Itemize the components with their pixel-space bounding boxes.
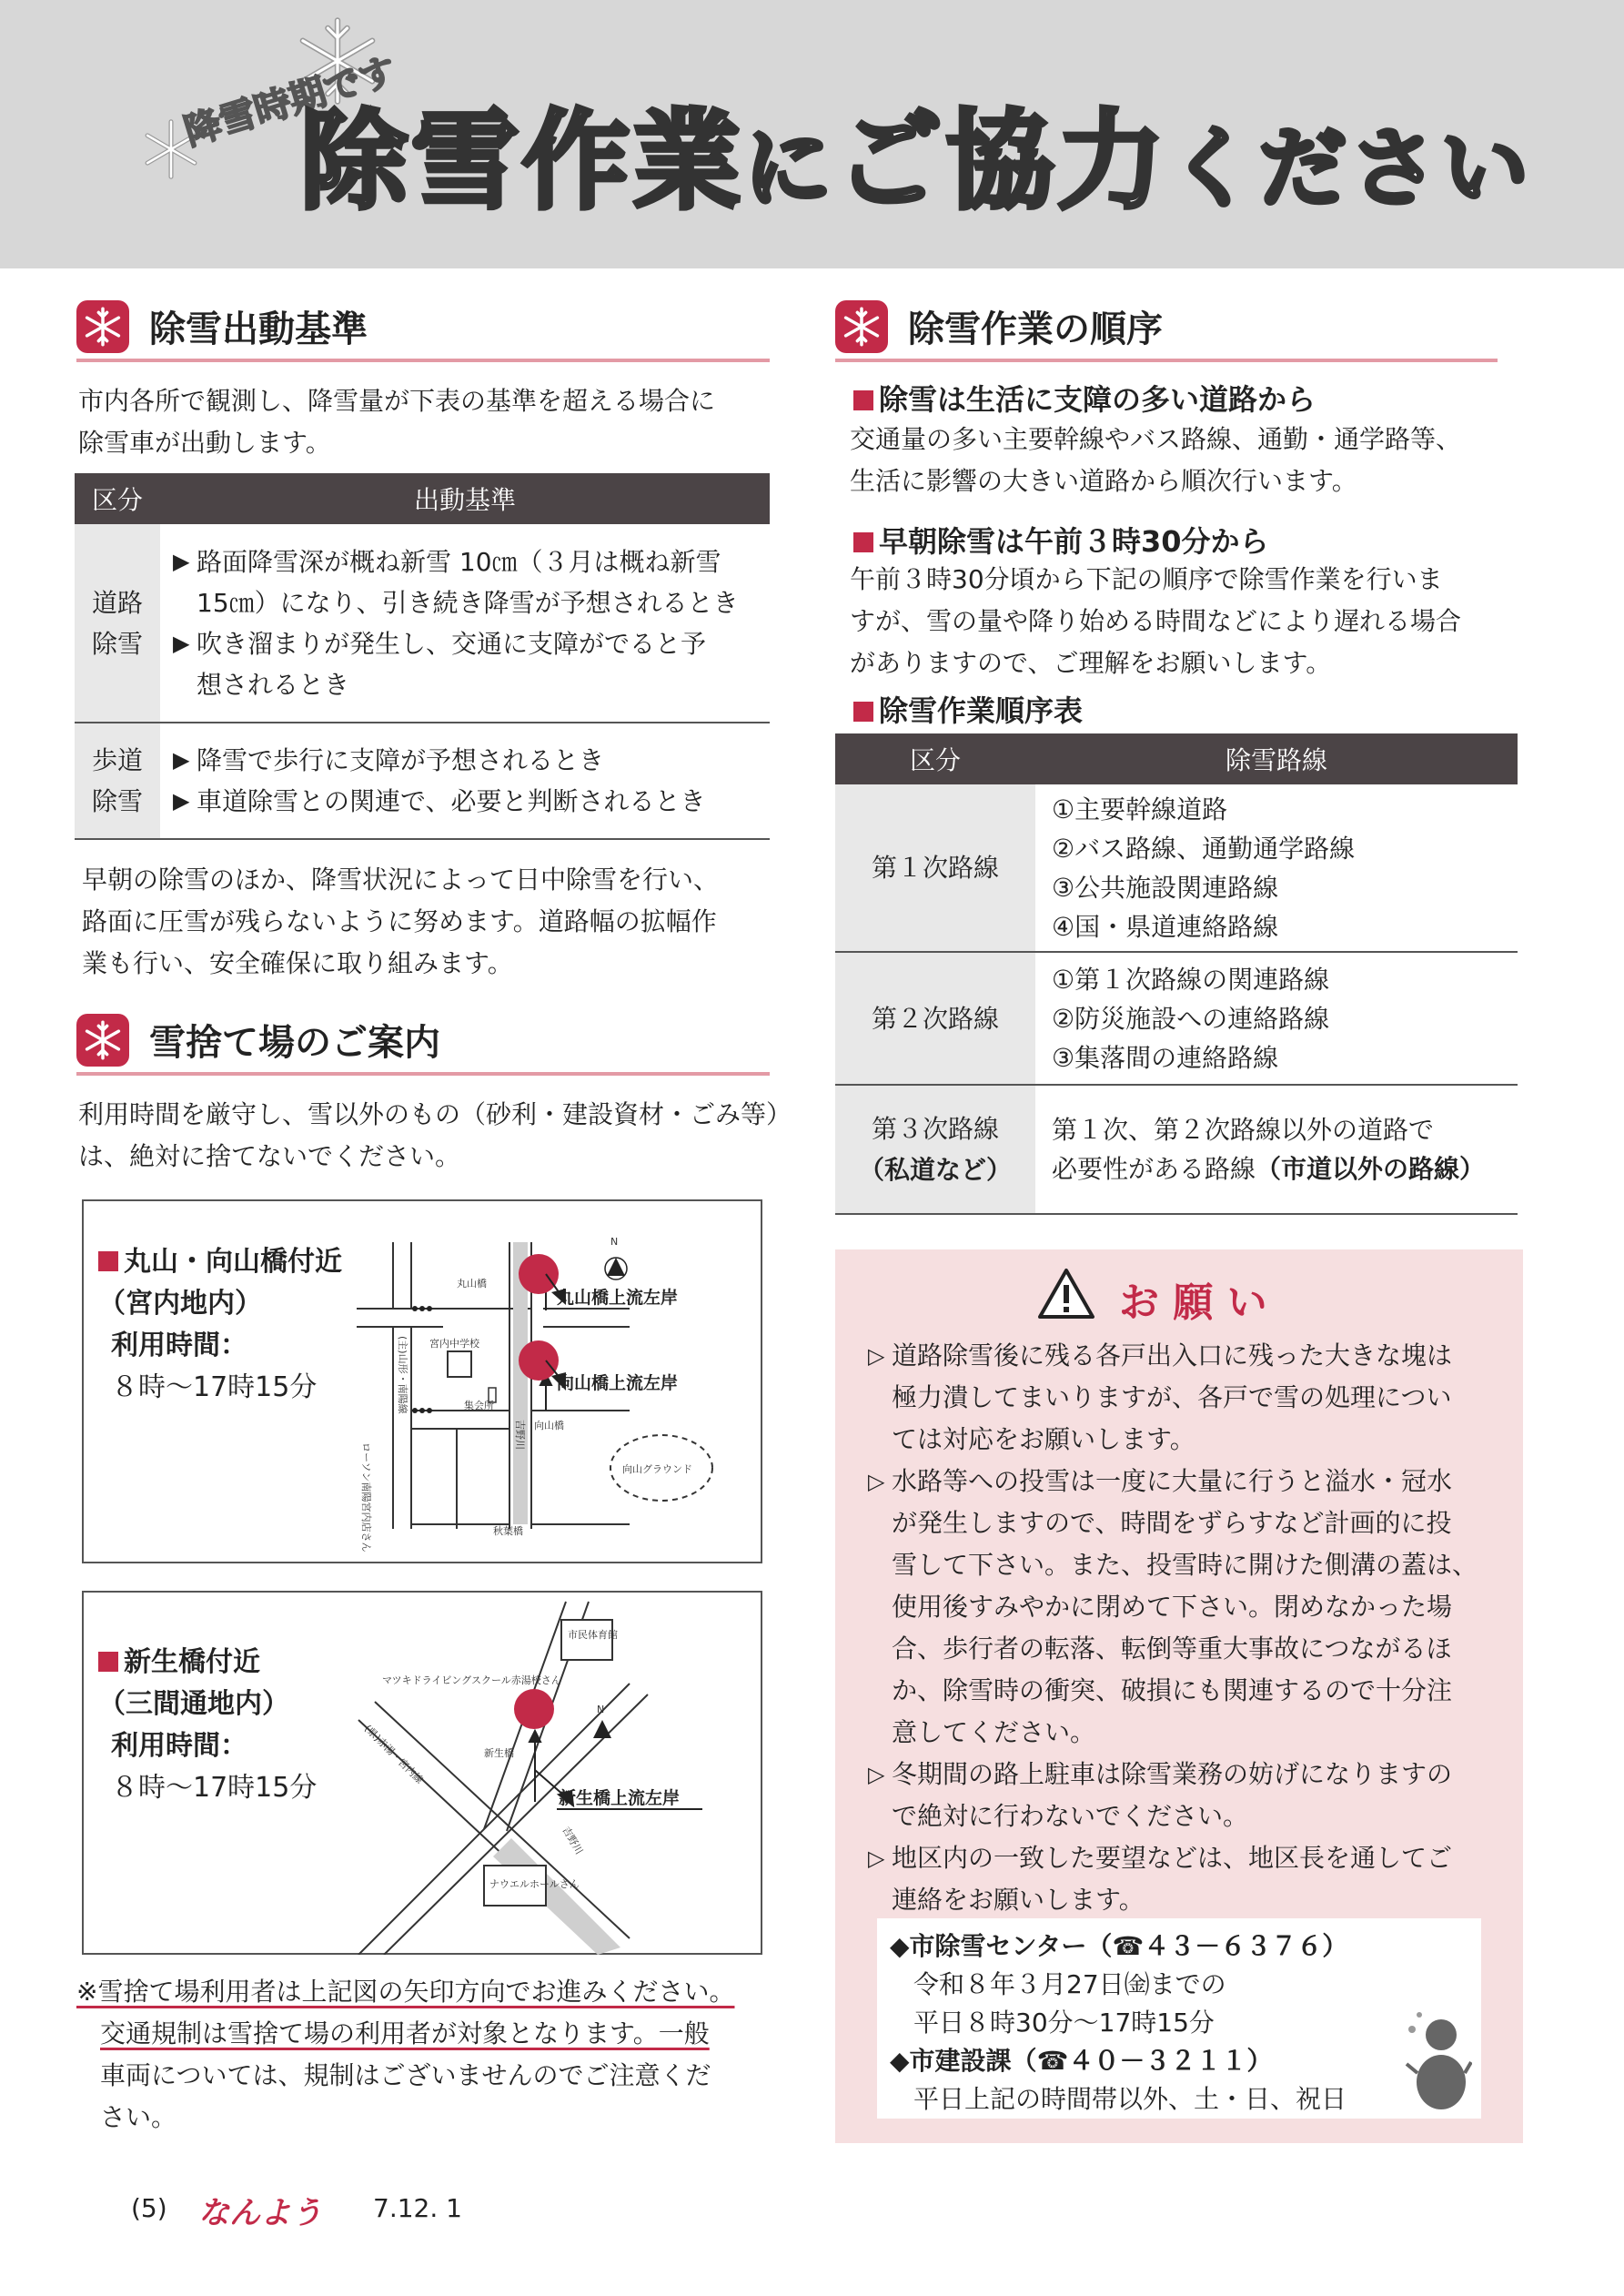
map-label: 秋葉橋 xyxy=(493,1525,523,1537)
text-line: 午前３時30分頃から下記の順序で除雪作業を行いま xyxy=(850,564,1443,594)
section-heading-order xyxy=(835,297,1498,362)
route-item: ④国・県道連絡路線 xyxy=(1052,911,1279,942)
subheading xyxy=(853,377,1316,419)
text-line: が発生しますので、時間をずらすなど計画的に投 xyxy=(892,1508,1452,1538)
north-label: N xyxy=(610,1236,619,1248)
text-line: 路面降雪深が概ね新雪 10㎝（３月は概ね新雪 xyxy=(197,546,721,577)
map-label: (主)山形・南陽線 xyxy=(397,1336,409,1414)
route-item: 第１次、第２次路線以外の道路で xyxy=(1052,1115,1435,1145)
subheading xyxy=(853,519,1269,561)
map-point-label: 新生橋上流左岸 xyxy=(559,1788,681,1808)
table-header: 区分 xyxy=(835,733,1035,784)
list-item xyxy=(173,623,770,705)
table-cell xyxy=(1035,784,1518,952)
table-row xyxy=(835,1085,1518,1214)
text-line: 早朝の除雪のほか、降雪状況によって日中除雪を行い、 xyxy=(82,865,720,895)
map-label: 向山グラウンド xyxy=(622,1463,692,1475)
section-heading-criteria xyxy=(76,297,770,362)
page-title xyxy=(300,98,1533,224)
bullet-icon: ▶ xyxy=(173,788,190,814)
footer-logo: なんよう xyxy=(198,2195,322,2231)
issue-date: 7.12. 1 xyxy=(373,2193,462,2223)
north-label: N xyxy=(597,1704,605,1715)
bullet-icon: ▶ xyxy=(173,548,190,574)
text-line: 交通量の多い主要幹線やバス路線、通勤・通学路等、 xyxy=(850,424,1462,454)
map-label: 向山橋 xyxy=(534,1420,564,1431)
text-line xyxy=(76,1971,804,2013)
text-line: 第３次路線 xyxy=(871,1114,999,1144)
table-header: 除雪路線 xyxy=(1035,733,1518,784)
map-label: 丸山橋 xyxy=(457,1278,487,1290)
table-cell xyxy=(160,524,770,723)
text-line: ◆市除雪センター（☎４３－６３７６） xyxy=(890,1931,1348,1961)
map-label: 集会所 xyxy=(464,1400,494,1411)
route-item: ②バス路線、通勤通学路線 xyxy=(1052,833,1356,864)
table-cell xyxy=(160,723,770,839)
table-cell-category xyxy=(835,1085,1035,1214)
request-title: お 願 い xyxy=(1119,1279,1267,1326)
title-part: に xyxy=(744,117,836,219)
map-maruyama xyxy=(82,1199,762,1563)
criteria-table xyxy=(75,473,770,840)
text-line: 必要性がある路線 xyxy=(1052,1154,1256,1184)
header-badge: 降雪時期です xyxy=(179,49,401,154)
map-label: 吉野川 xyxy=(514,1420,526,1450)
hours-label: 利用時間： xyxy=(111,1730,247,1762)
map-label: マツキドライビングスクール赤湯校さん xyxy=(382,1674,561,1686)
map-label: 市民体育館 xyxy=(568,1629,618,1641)
text-line: で絶対に行わないでください。 xyxy=(892,1801,1249,1831)
list-item xyxy=(173,740,770,781)
text-line xyxy=(76,2013,804,2055)
bullet-icon: ▷ xyxy=(868,1469,885,1494)
table-cell xyxy=(1035,952,1518,1085)
map-label: (県)赤湯・宮内線 xyxy=(361,1722,426,1786)
text-line: 除雪 xyxy=(91,628,143,659)
table-header: 区分 xyxy=(75,473,160,524)
order-table xyxy=(835,733,1518,1215)
page-header xyxy=(0,0,1624,268)
contact-box xyxy=(877,1918,1481,2119)
map-label: 宮内中学校 xyxy=(429,1338,479,1350)
text-line: 業も行い、安全確保に取り組みます。 xyxy=(82,948,513,978)
text-line: 車両については、規制はございませんのでご注意くだ xyxy=(100,2060,711,2090)
text-line: 利用時間を厳守し、雪以外のもの（砂利・建設資材・ごみ等） xyxy=(78,1099,792,1129)
dump-site-marker xyxy=(514,1689,554,1729)
section-title: 雪捨て場のご案内 xyxy=(149,1022,440,1064)
table-header: 出動基準 xyxy=(160,473,770,524)
title-part: ください xyxy=(1168,117,1533,219)
text-line: 雪して下さい。また、投雪時に開けた側溝の蓋は、 xyxy=(892,1550,1478,1580)
map-diagram xyxy=(357,1593,762,1955)
map-label: ローソン南陽宮内店さん xyxy=(360,1442,372,1553)
map-diagram xyxy=(357,1201,762,1563)
map-label: ナウエルホールさん xyxy=(489,1878,580,1890)
map-area: （三間通地内） xyxy=(98,1688,289,1720)
title-part: 除雪作業 xyxy=(300,98,745,224)
list-item xyxy=(868,1837,1505,1921)
snowflake-icon xyxy=(835,300,888,353)
contact-detail: 平日８時30分～17時15分 xyxy=(913,2008,1215,2038)
text-line: 水路等への投雪は一度に大量に行うと溢水・冠水 xyxy=(892,1466,1453,1496)
map-site-name: 新生橋付近 xyxy=(124,1646,260,1678)
text-line: 極力潰してまいりますが、各戸で雪の処理につい xyxy=(892,1382,1452,1412)
square-marker-icon xyxy=(853,532,873,552)
table-cell-category xyxy=(75,524,160,723)
order-text xyxy=(850,419,1541,502)
text-line: 車道除雪との関連で、必要と判断されるとき xyxy=(197,786,706,816)
map-legend xyxy=(98,1642,317,1809)
note-underlined: ※雪捨て場利用者は上記図の矢印方向でお進みください。 xyxy=(76,1977,735,2007)
section-title: 除雪出動基準 xyxy=(149,308,368,350)
dump-note xyxy=(76,1971,804,2139)
list-item xyxy=(868,1335,1505,1461)
text-line: さい。 xyxy=(100,2102,177,2132)
table-row xyxy=(75,524,770,723)
subheading-text: 除雪は生活に支障の多い道路から xyxy=(879,382,1316,417)
route-item xyxy=(1052,1149,1518,1188)
bullet-icon: ▷ xyxy=(868,1846,885,1871)
request-box xyxy=(835,1249,1523,2143)
hours-label: 利用時間： xyxy=(111,1330,247,1361)
section-heading-dump xyxy=(76,1010,770,1076)
square-marker-icon xyxy=(853,390,873,410)
map-point-label: 向山橋上流左岸 xyxy=(557,1373,679,1393)
title-part: ご協力 xyxy=(835,98,1169,224)
warning-icon xyxy=(1037,1268,1095,1320)
dump-intro xyxy=(78,1094,806,1178)
square-marker-icon xyxy=(98,1251,118,1271)
square-marker-icon xyxy=(98,1652,118,1672)
text-line: 吹き溜まりが発生し、交通に支障がでると予 xyxy=(197,628,707,659)
text-line: 除雪車が出動します。 xyxy=(78,428,331,458)
list-item xyxy=(868,1461,1505,1754)
list-item xyxy=(173,781,770,822)
dump-site-marker xyxy=(519,1254,559,1294)
contact-name: ◆市建設課（☎４０－３２１１） xyxy=(890,2046,1273,2076)
square-marker-icon xyxy=(853,702,873,722)
snowflake-icon xyxy=(76,1014,129,1067)
map-shinsei xyxy=(82,1591,762,1955)
text-line: 想されるとき xyxy=(197,669,350,700)
list-item xyxy=(868,1754,1505,1837)
contact-name xyxy=(890,1927,1381,1966)
text-line: がありますので、ご理解をお願いします。 xyxy=(850,648,1332,678)
text-line: （私道など） xyxy=(858,1155,1012,1185)
text-line: 地区内の一致した要望などは、地区長を通してご xyxy=(892,1843,1453,1873)
text-line: 道路 xyxy=(91,587,143,618)
snowman-icon xyxy=(1405,2009,1472,2111)
text-line: 道路除雪後に残る各戸出入口に残った大きな塊は xyxy=(892,1340,1453,1371)
text-line: すが、雪の量や降り始める時間などにより遅れる場合 xyxy=(850,606,1462,636)
section-title: 除雪作業の順序 xyxy=(908,308,1163,350)
table-cell-category: 第２次路線 xyxy=(835,952,1035,1085)
subheading-text: 除雪作業順序表 xyxy=(879,693,1084,728)
bullet-icon: ▷ xyxy=(868,1762,885,1787)
page-number: (5) xyxy=(131,2193,167,2223)
map-label: 吉野川 xyxy=(560,1825,586,1857)
text-line: （市道以外の路線） xyxy=(1256,1154,1486,1184)
text-line: は、絶対に捨てないでください。 xyxy=(78,1141,461,1171)
text-line: 路面に圧雪が残らないように努めます。道路幅の拡幅作 xyxy=(82,906,717,936)
bullet-icon: ▷ xyxy=(868,1343,885,1369)
school-building xyxy=(448,1351,471,1377)
text-line: 連絡をお願いします。 xyxy=(892,1885,1145,1915)
text-line: 使用後すみやかに閉めて下さい。閉めなかった場 xyxy=(892,1592,1453,1622)
table-row xyxy=(75,723,770,839)
order-text xyxy=(850,559,1541,684)
bullet-icon: ▶ xyxy=(173,747,190,773)
subheading-text: 早朝除雪は午前３時30分から xyxy=(879,524,1269,559)
contact-detail: 平日上記の時間帯以外、土・日、祝日 xyxy=(913,2084,1347,2114)
map-site-name: 丸山・向山橋付近 xyxy=(124,1246,342,1278)
table-cell xyxy=(1035,1085,1518,1214)
map-area: （宮内地内） xyxy=(98,1288,262,1320)
map-legend xyxy=(98,1241,342,1409)
snowflake-icon xyxy=(76,300,129,353)
text-line: ては対応をお願いします。 xyxy=(892,1424,1195,1454)
route-item: ③公共施設関連路線 xyxy=(1052,872,1279,903)
hours-value: ８時～17時15分 xyxy=(111,1772,318,1804)
text-line: 合、歩行者の転落、転倒等重大事故につながるほ xyxy=(892,1633,1452,1664)
dump-site-marker xyxy=(519,1340,559,1381)
table-cell-category: 第１次路線 xyxy=(835,784,1035,952)
table-row xyxy=(835,784,1518,952)
subheading xyxy=(853,688,1083,730)
text-line: 降雪で歩行に支障が予想されるとき xyxy=(197,745,605,775)
map-label: 新生橋 xyxy=(484,1747,514,1759)
north-arrow-icon xyxy=(593,1720,611,1738)
text-line: 生活に影響の大きい道路から順次行います。 xyxy=(850,466,1357,496)
route-item: ①主要幹線道路 xyxy=(1052,794,1228,824)
route-item: ②防災施設への連絡路線 xyxy=(1052,1003,1330,1034)
criteria-intro xyxy=(78,380,779,464)
text-line: 15㎝）になり、引き続き降雪が予想されるとき xyxy=(197,587,739,618)
request-list xyxy=(868,1335,1505,1921)
text-line: 市内各所で観測し、降雪量が下表の基準を超える場合に xyxy=(78,386,716,416)
route-item: ①第１次路線の関連路線 xyxy=(1052,964,1330,995)
route-item: ③集落間の連絡路線 xyxy=(1052,1042,1279,1073)
hours-value: ８時～17時15分 xyxy=(111,1371,318,1403)
list-item xyxy=(173,541,770,623)
bullet-icon: ▶ xyxy=(173,630,190,656)
criteria-outro xyxy=(82,859,782,985)
table-row xyxy=(835,952,1518,1085)
text-line: か、除雪時の衝突、破損にも関連するので十分注 xyxy=(892,1675,1453,1705)
map-point-label: 丸山橋上流左岸 xyxy=(557,1288,679,1308)
table-cell-category xyxy=(75,723,160,839)
text-line: 歩道 xyxy=(91,745,143,775)
text-line: 除雪 xyxy=(91,786,143,816)
text-line: 冬期間の路上駐車は除雪業務の妨げになりますの xyxy=(892,1759,1453,1789)
contact-detail: 令和８年３月27日㈮までの xyxy=(913,1969,1226,1999)
text-line: 意してください。 xyxy=(892,1717,1096,1747)
note-underlined: 交通規制は雪捨て場の利用者が対象となります。一般 xyxy=(100,2018,710,2048)
contact-list xyxy=(890,1927,1381,2119)
